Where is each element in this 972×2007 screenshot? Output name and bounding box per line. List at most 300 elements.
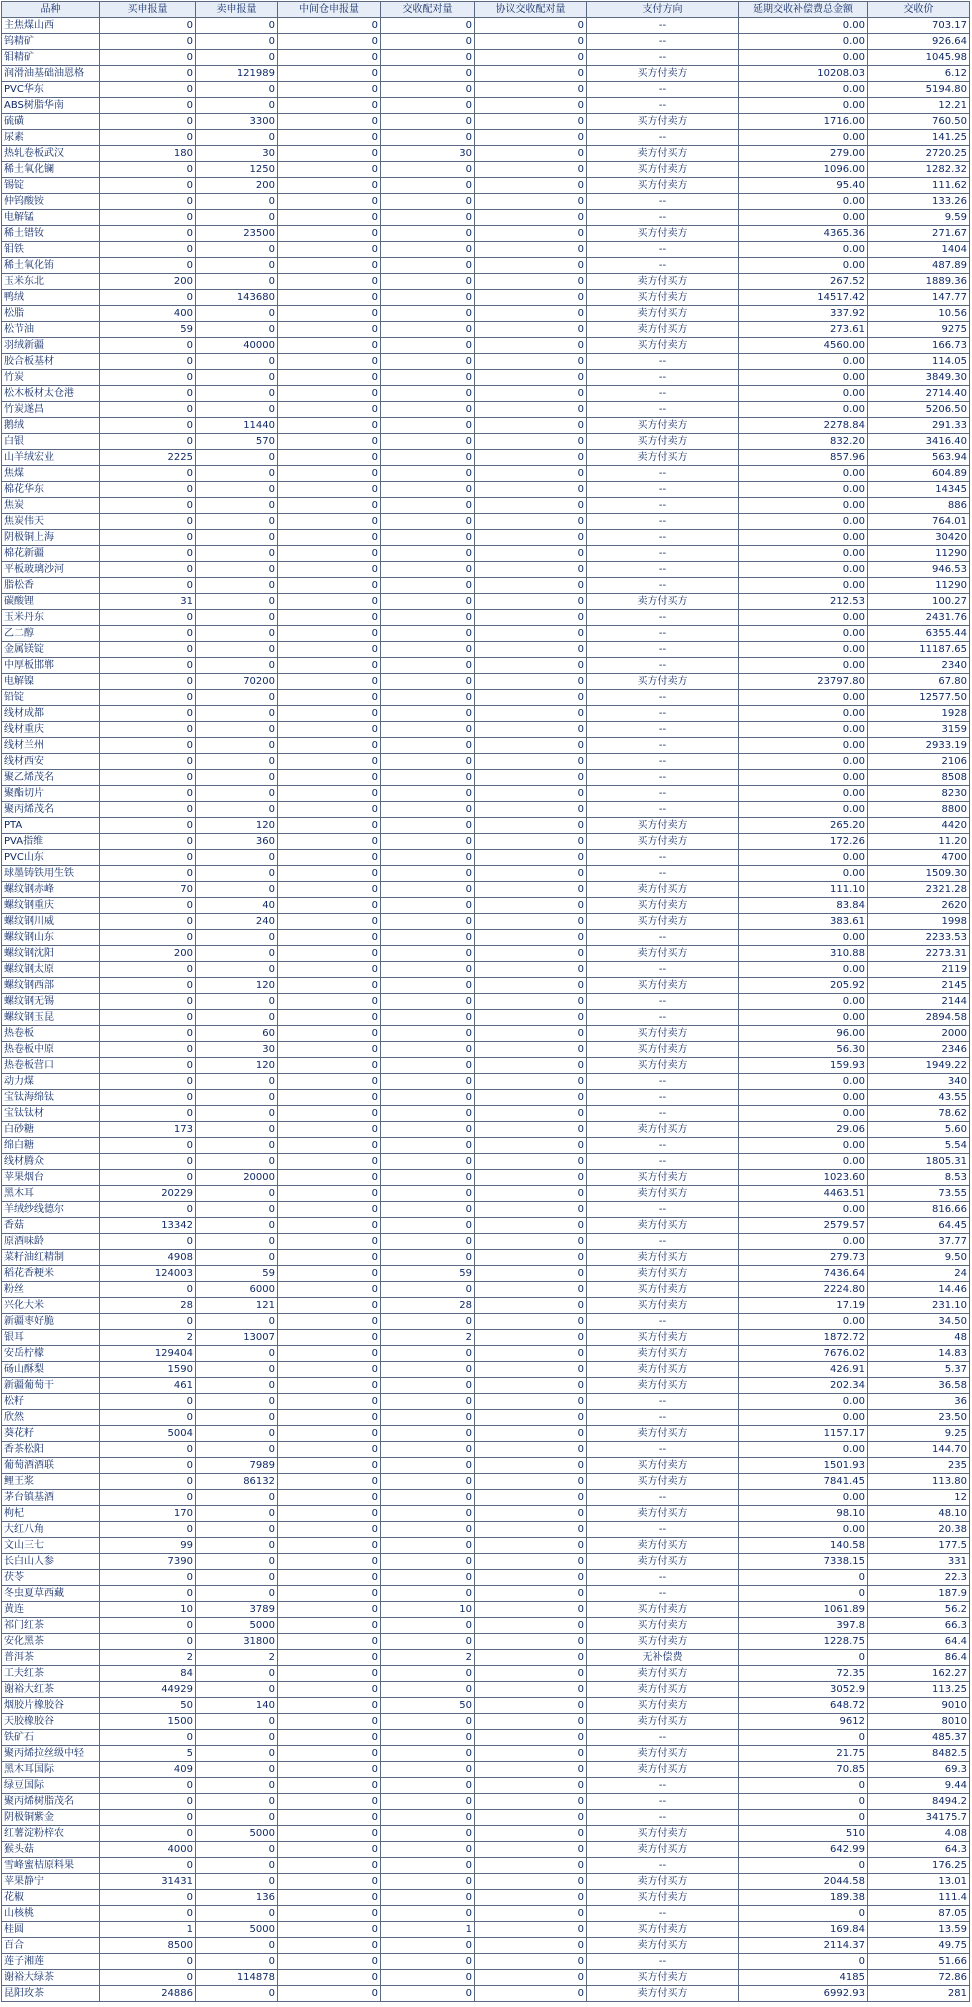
cell-sell-declared: 0 [196, 1154, 278, 1170]
cell-product: 绵白糖 [2, 1138, 100, 1154]
table-row [2, 946, 970, 962]
cell-matched: 50 [381, 1698, 475, 1714]
cell-product: 螺纹钢玉昆 [2, 1010, 100, 1026]
table-row [2, 402, 970, 418]
cell-payment-direction: -- [587, 514, 739, 530]
table-row [2, 674, 970, 690]
table-row [2, 1474, 970, 1490]
cell-compensation-total: 4560.00 [739, 338, 868, 354]
cell-payment-direction: 卖方付买方 [587, 1874, 739, 1890]
cell-mid-position: 0 [278, 50, 381, 66]
cell-delivery-price: 176.25 [868, 1858, 970, 1874]
cell-matched: 0 [381, 1842, 475, 1858]
cell-buy-declared: 84 [100, 1666, 196, 1682]
cell-mid-position: 0 [278, 1826, 381, 1842]
cell-sell-declared: 0 [196, 930, 278, 946]
cell-matched: 1 [381, 1922, 475, 1938]
cell-matched: 0 [381, 82, 475, 98]
cell-matched: 0 [381, 834, 475, 850]
table-row [2, 1394, 970, 1410]
cell-delivery-price: 56.2 [868, 1602, 970, 1618]
cell-mid-position: 0 [278, 1394, 381, 1410]
cell-payment-direction: -- [587, 1202, 739, 1218]
cell-buy-declared: 0 [100, 1442, 196, 1458]
cell-buy-declared: 0 [100, 1058, 196, 1074]
cell-compensation-total: 0.00 [739, 786, 868, 802]
cell-mid-position: 0 [278, 1922, 381, 1938]
table-row [2, 1250, 970, 1266]
cell-buy-declared: 0 [100, 1970, 196, 1986]
cell-delivery-price: 340 [868, 1074, 970, 1090]
table-row [2, 1298, 970, 1314]
cell-sell-declared: 0 [196, 322, 278, 338]
cell-agreement-matched: 0 [475, 306, 587, 322]
cell-compensation-total: 0.00 [739, 770, 868, 786]
cell-payment-direction: 卖方付买方 [587, 1506, 739, 1522]
cell-agreement-matched: 0 [475, 178, 587, 194]
cell-buy-declared: 0 [100, 354, 196, 370]
cell-buy-declared: 173 [100, 1122, 196, 1138]
cell-buy-declared: 0 [100, 290, 196, 306]
cell-compensation-total: 0.00 [739, 722, 868, 738]
cell-sell-declared: 0 [196, 722, 278, 738]
cell-agreement-matched: 0 [475, 1026, 587, 1042]
cell-mid-position: 0 [278, 1058, 381, 1074]
cell-delivery-price: 3159 [868, 722, 970, 738]
cell-buy-declared: 200 [100, 946, 196, 962]
cell-matched: 0 [381, 818, 475, 834]
cell-sell-declared: 120 [196, 978, 278, 994]
cell-payment-direction: 卖方付买方 [587, 1538, 739, 1554]
cell-agreement-matched: 0 [475, 1794, 587, 1810]
cell-delivery-price: 764.01 [868, 514, 970, 530]
cell-buy-declared: 2 [100, 1650, 196, 1666]
cell-sell-declared: 0 [196, 1682, 278, 1698]
cell-compensation-total: 0.00 [739, 354, 868, 370]
cell-matched: 0 [381, 1314, 475, 1330]
cell-payment-direction: 卖方付买方 [587, 1714, 739, 1730]
cell-payment-direction: 卖方付买方 [587, 274, 739, 290]
cell-sell-declared: 40000 [196, 338, 278, 354]
table-row [2, 178, 970, 194]
cell-compensation-total: 648.72 [739, 1698, 868, 1714]
cell-payment-direction: 卖方付买方 [587, 1554, 739, 1570]
cell-buy-declared: 0 [100, 562, 196, 578]
cell-sell-declared: 23500 [196, 226, 278, 242]
cell-sell-declared: 0 [196, 1986, 278, 2002]
cell-payment-direction: -- [587, 1154, 739, 1170]
cell-mid-position: 0 [278, 1170, 381, 1186]
cell-product: 线材腾众 [2, 1154, 100, 1170]
cell-compensation-total: 279.00 [739, 146, 868, 162]
cell-payment-direction: -- [587, 770, 739, 786]
table-row [2, 1442, 970, 1458]
cell-matched: 0 [381, 802, 475, 818]
cell-compensation-total: 70.85 [739, 1762, 868, 1778]
cell-agreement-matched: 0 [475, 1762, 587, 1778]
cell-buy-declared: 0 [100, 34, 196, 50]
cell-mid-position: 0 [278, 882, 381, 898]
cell-product: 硫磺 [2, 114, 100, 130]
cell-payment-direction: -- [587, 706, 739, 722]
cell-mid-position: 0 [278, 562, 381, 578]
cell-buy-declared: 1590 [100, 1362, 196, 1378]
cell-payment-direction: -- [587, 530, 739, 546]
cell-delivery-price: 177.5 [868, 1538, 970, 1554]
cell-mid-position: 0 [278, 626, 381, 642]
cell-matched: 0 [381, 1410, 475, 1426]
cell-compensation-total: 14517.42 [739, 290, 868, 306]
cell-payment-direction: 卖方付买方 [587, 1842, 739, 1858]
cell-sell-declared: 0 [196, 1426, 278, 1442]
cell-delivery-price: 100.27 [868, 594, 970, 610]
cell-agreement-matched: 0 [475, 850, 587, 866]
cell-sell-declared: 0 [196, 882, 278, 898]
cell-buy-declared: 31 [100, 594, 196, 610]
cell-compensation-total: 0.00 [739, 930, 868, 946]
cell-buy-declared: 0 [100, 1730, 196, 1746]
table-row [2, 1698, 970, 1714]
cell-sell-declared: 570 [196, 434, 278, 450]
cell-buy-declared: 50 [100, 1698, 196, 1714]
cell-buy-declared: 0 [100, 706, 196, 722]
cell-buy-declared: 0 [100, 1170, 196, 1186]
table-row [2, 434, 970, 450]
cell-agreement-matched: 0 [475, 1938, 587, 1954]
cell-payment-direction: -- [587, 1442, 739, 1458]
cell-agreement-matched: 0 [475, 882, 587, 898]
cell-compensation-total: 0.00 [739, 386, 868, 402]
cell-delivery-price: 141.25 [868, 130, 970, 146]
cell-buy-declared: 0 [100, 834, 196, 850]
cell-agreement-matched: 0 [475, 1650, 587, 1666]
cell-compensation-total: 0.00 [739, 658, 868, 674]
cell-product: 百合 [2, 1938, 100, 1954]
cell-matched: 0 [381, 418, 475, 434]
col-header-agreement-matched: 协议交收配对量 [475, 2, 587, 18]
cell-buy-declared: 0 [100, 690, 196, 706]
cell-payment-direction: -- [587, 370, 739, 386]
cell-delivery-price: 9.44 [868, 1778, 970, 1794]
cell-buy-declared: 0 [100, 1954, 196, 1970]
cell-sell-declared: 0 [196, 1954, 278, 1970]
cell-matched: 0 [381, 1490, 475, 1506]
cell-sell-declared: 136 [196, 1890, 278, 1906]
cell-sell-declared: 0 [196, 1778, 278, 1794]
cell-payment-direction: 卖方付买方 [587, 946, 739, 962]
table-row [2, 1378, 970, 1394]
cell-agreement-matched: 0 [475, 690, 587, 706]
cell-mid-position: 0 [278, 434, 381, 450]
cell-payment-direction: 买方付卖方 [587, 978, 739, 994]
cell-compensation-total: 267.52 [739, 274, 868, 290]
table-row [2, 98, 970, 114]
cell-mid-position: 0 [278, 930, 381, 946]
table-row [2, 1922, 970, 1938]
cell-agreement-matched: 0 [475, 914, 587, 930]
cell-compensation-total: 337.92 [739, 306, 868, 322]
cell-compensation-total: 1023.60 [739, 1170, 868, 1186]
cell-matched: 0 [381, 1074, 475, 1090]
cell-delivery-price: 187.9 [868, 1586, 970, 1602]
cell-sell-declared: 0 [196, 1394, 278, 1410]
cell-delivery-price: 86.4 [868, 1650, 970, 1666]
cell-delivery-price: 20.38 [868, 1522, 970, 1538]
cell-mid-position: 0 [278, 514, 381, 530]
cell-compensation-total: 0.00 [739, 994, 868, 1010]
cell-matched: 0 [381, 946, 475, 962]
cell-agreement-matched: 0 [475, 898, 587, 914]
cell-mid-position: 0 [278, 610, 381, 626]
cell-agreement-matched: 0 [475, 338, 587, 354]
table-row [2, 850, 970, 866]
cell-buy-declared: 0 [100, 1106, 196, 1122]
cell-matched: 28 [381, 1298, 475, 1314]
cell-sell-declared: 0 [196, 802, 278, 818]
cell-matched: 0 [381, 1986, 475, 2002]
cell-compensation-total: 1157.17 [739, 1426, 868, 1442]
cell-product: 玉米丹东 [2, 610, 100, 626]
cell-matched: 0 [381, 1522, 475, 1538]
cell-agreement-matched: 0 [475, 1314, 587, 1330]
cell-buy-declared: 0 [100, 1890, 196, 1906]
cell-delivery-price: 67.80 [868, 674, 970, 690]
cell-mid-position: 0 [278, 706, 381, 722]
cell-sell-declared: 11440 [196, 418, 278, 434]
cell-buy-declared: 0 [100, 850, 196, 866]
cell-compensation-total: 0.00 [739, 1410, 868, 1426]
cell-sell-declared: 0 [196, 642, 278, 658]
cell-delivery-price: 281 [868, 1986, 970, 2002]
cell-sell-declared: 30 [196, 146, 278, 162]
cell-compensation-total: 310.88 [739, 946, 868, 962]
cell-compensation-total: 202.34 [739, 1378, 868, 1394]
cell-product: 黑木耳 [2, 1186, 100, 1202]
table-header-row [2, 2, 970, 18]
cell-product: 球墨铸铁用生铁 [2, 866, 100, 882]
cell-product: 动力煤 [2, 1074, 100, 1090]
table-row [2, 1890, 970, 1906]
cell-agreement-matched: 0 [475, 1666, 587, 1682]
cell-product: 安岳柠檬 [2, 1346, 100, 1362]
cell-sell-declared: 0 [196, 1186, 278, 1202]
cell-agreement-matched: 0 [475, 1890, 587, 1906]
cell-agreement-matched: 0 [475, 18, 587, 34]
cell-compensation-total: 205.92 [739, 978, 868, 994]
cell-mid-position: 0 [278, 498, 381, 514]
cell-payment-direction: -- [587, 1522, 739, 1538]
cell-sell-declared: 0 [196, 498, 278, 514]
cell-product: 羊绒纱线德尔 [2, 1202, 100, 1218]
cell-sell-declared: 3300 [196, 114, 278, 130]
cell-matched: 2 [381, 1330, 475, 1346]
cell-buy-declared: 0 [100, 1458, 196, 1474]
cell-product: 工夫红茶 [2, 1666, 100, 1682]
cell-agreement-matched: 0 [475, 1682, 587, 1698]
cell-compensation-total: 7841.45 [739, 1474, 868, 1490]
cell-compensation-total: 0.00 [739, 802, 868, 818]
table-row [2, 370, 970, 386]
cell-payment-direction: 买方付卖方 [587, 818, 739, 834]
cell-mid-position: 0 [278, 1458, 381, 1474]
cell-mid-position: 0 [278, 994, 381, 1010]
cell-product: 松节油 [2, 322, 100, 338]
cell-matched: 0 [381, 1810, 475, 1826]
cell-buy-declared: 31431 [100, 1874, 196, 1890]
table-row [2, 1218, 970, 1234]
cell-matched: 0 [381, 1154, 475, 1170]
cell-mid-position: 0 [278, 370, 381, 386]
cell-mid-position: 0 [278, 1602, 381, 1618]
cell-mid-position: 0 [278, 978, 381, 994]
cell-sell-declared: 0 [196, 1938, 278, 1954]
table-row [2, 1858, 970, 1874]
table-row [2, 818, 970, 834]
cell-sell-declared: 0 [196, 1314, 278, 1330]
table-row [2, 1986, 970, 2002]
cell-agreement-matched: 0 [475, 1634, 587, 1650]
cell-matched: 0 [381, 1202, 475, 1218]
cell-product: 葡萄酒酒联 [2, 1458, 100, 1474]
table-row [2, 562, 970, 578]
cell-product: 焦炭伟天 [2, 514, 100, 530]
cell-sell-declared: 20000 [196, 1170, 278, 1186]
cell-matched: 0 [381, 1234, 475, 1250]
cell-payment-direction: 卖方付买方 [587, 146, 739, 162]
cell-payment-direction: 买方付卖方 [587, 1890, 739, 1906]
cell-delivery-price: 1282.32 [868, 162, 970, 178]
cell-compensation-total: 0.00 [739, 578, 868, 594]
cell-product: 聚乙烯茂名 [2, 770, 100, 786]
cell-buy-declared: 0 [100, 386, 196, 402]
table-row [2, 834, 970, 850]
cell-mid-position: 0 [278, 418, 381, 434]
cell-compensation-total: 0.00 [739, 738, 868, 754]
cell-agreement-matched: 0 [475, 1522, 587, 1538]
cell-matched: 0 [381, 434, 475, 450]
table-row [2, 1010, 970, 1026]
cell-agreement-matched: 0 [475, 562, 587, 578]
cell-payment-direction: 买方付卖方 [587, 1634, 739, 1650]
cell-payment-direction: -- [587, 690, 739, 706]
cell-matched: 0 [381, 1970, 475, 1986]
cell-payment-direction: -- [587, 850, 739, 866]
cell-sell-declared: 0 [196, 1106, 278, 1122]
cell-payment-direction: -- [587, 402, 739, 418]
cell-buy-declared: 0 [100, 642, 196, 658]
col-header-matched: 交收配对量 [381, 2, 475, 18]
cell-buy-declared: 0 [100, 258, 196, 274]
cell-product: PVA指维 [2, 834, 100, 850]
cell-sell-declared: 0 [196, 1554, 278, 1570]
cell-buy-declared: 0 [100, 1778, 196, 1794]
cell-sell-declared: 3789 [196, 1602, 278, 1618]
table-row [2, 162, 970, 178]
table-row [2, 914, 970, 930]
cell-sell-declared: 114878 [196, 1970, 278, 1986]
cell-sell-declared: 0 [196, 1202, 278, 1218]
cell-delivery-price: 9010 [868, 1698, 970, 1714]
cell-sell-declared: 0 [196, 402, 278, 418]
cell-matched: 0 [381, 722, 475, 738]
cell-sell-declared: 0 [196, 850, 278, 866]
cell-agreement-matched: 0 [475, 450, 587, 466]
cell-agreement-matched: 0 [475, 1602, 587, 1618]
cell-delivery-price: 8482.5 [868, 1746, 970, 1762]
cell-product: 稀土镨钕 [2, 226, 100, 242]
cell-compensation-total: 0.00 [739, 258, 868, 274]
table-row [2, 1490, 970, 1506]
cell-mid-position: 0 [278, 722, 381, 738]
cell-delivery-price: 11290 [868, 546, 970, 562]
table-row [2, 1554, 970, 1570]
cell-compensation-total: 23797.80 [739, 674, 868, 690]
cell-delivery-price: 563.94 [868, 450, 970, 466]
cell-mid-position: 0 [278, 114, 381, 130]
cell-payment-direction: -- [587, 1010, 739, 1026]
cell-sell-declared: 30 [196, 1042, 278, 1058]
cell-matched: 0 [381, 1394, 475, 1410]
cell-delivery-price: 5194.80 [868, 82, 970, 98]
cell-agreement-matched: 0 [475, 1058, 587, 1074]
cell-delivery-price: 43.55 [868, 1090, 970, 1106]
cell-delivery-price: 2620 [868, 898, 970, 914]
cell-compensation-total: 111.10 [739, 882, 868, 898]
cell-buy-declared: 0 [100, 226, 196, 242]
table-row [2, 1106, 970, 1122]
cell-compensation-total: 17.19 [739, 1298, 868, 1314]
cell-delivery-price: 48.10 [868, 1506, 970, 1522]
cell-product: 螺纹钢山东 [2, 930, 100, 946]
cell-agreement-matched: 0 [475, 1746, 587, 1762]
cell-delivery-price: 816.66 [868, 1202, 970, 1218]
cell-product: 聚丙烯茂名 [2, 802, 100, 818]
cell-payment-direction: -- [587, 786, 739, 802]
cell-delivery-price: 6.12 [868, 66, 970, 82]
table-row [2, 610, 970, 626]
cell-product: 玉米东北 [2, 274, 100, 290]
cell-agreement-matched: 0 [475, 946, 587, 962]
cell-mid-position: 0 [278, 578, 381, 594]
cell-matched: 0 [381, 1058, 475, 1074]
cell-product: 润滑油基础油恩格 [2, 66, 100, 82]
cell-payment-direction: -- [587, 1794, 739, 1810]
cell-delivery-price: 1998 [868, 914, 970, 930]
cell-payment-direction: 买方付卖方 [587, 1058, 739, 1074]
cell-payment-direction: 卖方付买方 [587, 450, 739, 466]
table-row [2, 306, 970, 322]
cell-sell-declared: 0 [196, 866, 278, 882]
cell-compensation-total: 0.00 [739, 466, 868, 482]
cell-compensation-total: 0 [739, 1810, 868, 1826]
cell-delivery-price: 113.80 [868, 1474, 970, 1490]
cell-payment-direction: 卖方付买方 [587, 322, 739, 338]
cell-payment-direction: 卖方付买方 [587, 1250, 739, 1266]
cell-matched: 0 [381, 386, 475, 402]
cell-delivery-price: 11187.65 [868, 642, 970, 658]
cell-matched: 0 [381, 1938, 475, 1954]
table-row [2, 722, 970, 738]
cell-matched: 0 [381, 1474, 475, 1490]
cell-sell-declared: 0 [196, 1874, 278, 1890]
cell-sell-declared: 7989 [196, 1458, 278, 1474]
cell-matched: 0 [381, 962, 475, 978]
cell-payment-direction: -- [587, 18, 739, 34]
cell-compensation-total: 2278.84 [739, 418, 868, 434]
cell-sell-declared: 0 [196, 1570, 278, 1586]
table-row [2, 338, 970, 354]
table-row [2, 1794, 970, 1810]
